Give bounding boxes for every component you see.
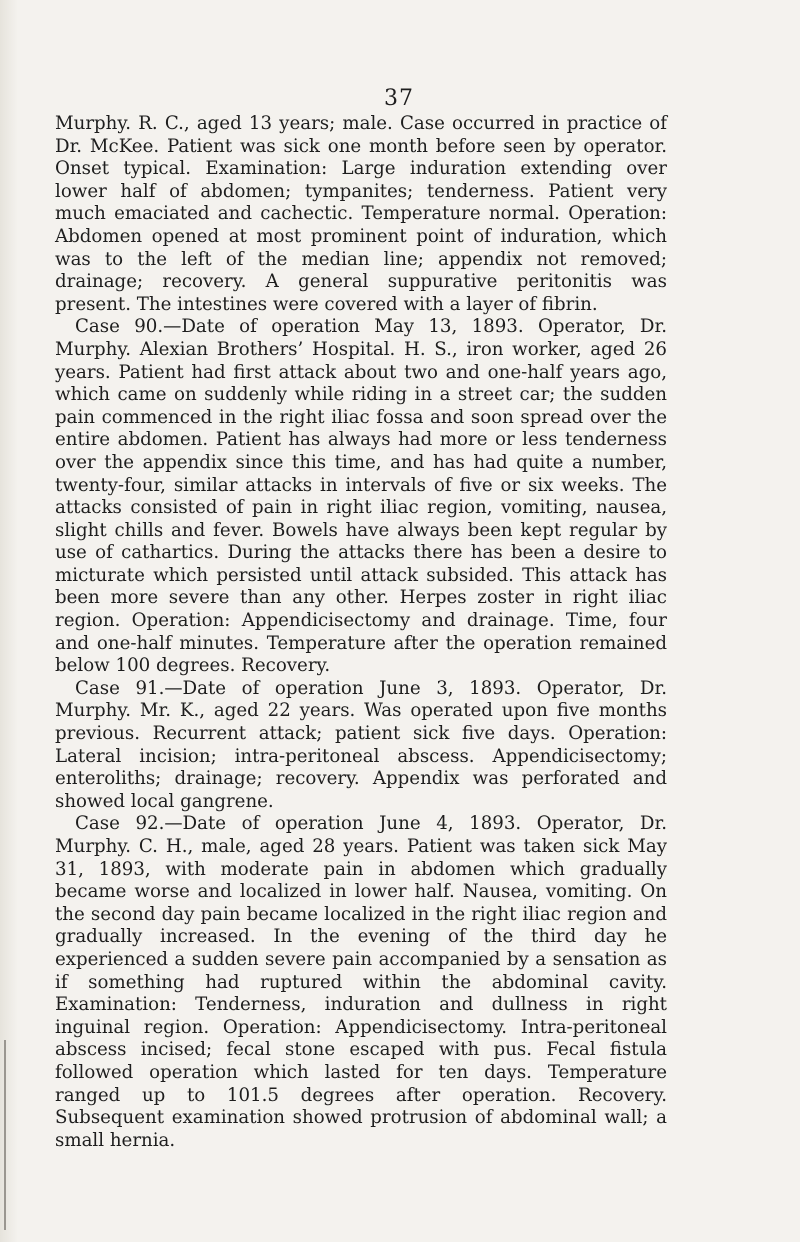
binding-mark: [4, 1040, 6, 1230]
page-gutter-shadow: [0, 0, 18, 1242]
case-paragraph-92: Case 92.—Date of operation June 4, 1893. Operator, Dr. Murphy. C. H., male, aged 28 years. Patient was taken sick May 31, 1893, with moderate pain in abdomen which gradually became worse and localized in lower half. Nausea, vomiting. On the second day pain became localized in the right iliac region and gradually increased. In the evening of the third day he experienced a sudden severe pain accompanied by a sensation as if something had ruptured within the abdominal cavity. Examination: Tenderness, induration and dullness in right inguinal region. Operation: Appendicisectomy. Intra-peritoneal abscess incised; fecal stone escaped with pus. Fecal fistula followed operation which lasted for ten days. Temperature ranged up to 101.5 degrees after operation. Recovery. Subsequent examination showed protrusion of abdominal wall; a small hernia.: [55, 813, 667, 1151]
case-paragraph-90: Case 90.—Date of operation May 13, 1893. Operator, Dr. Murphy. Alexian Brothers’ Hospital. H. S., iron worker, aged 26 years. Patient had first attack about two and one-half years ago, which came on suddenly while riding in a street car; the sudden pain commenced in the right iliac fossa and soon spread over the entire abdomen. Patient has always had more or less tenderness over the appendix since this time, and has had quite a number, twenty-four, similar attacks in intervals of five or six weeks. The attacks consisted of pain in right iliac region, vomiting, nausea, slight chills and fever. Bowels have always been kept regular by use of cathartics. During the attacks there has been a desire to micturate which persisted until attack subsided. This attack has been more severe than any other. Herpes zoster in right iliac region. Operation: Appendicisectomy and drainage. Time, four and one-half minutes. Temperature after the operation remained below 100 degrees. Recovery.: [55, 316, 667, 677]
page-number: 37: [384, 86, 414, 111]
case-paragraph-91: Case 91.—Date of operation June 3, 1893. Operator, Dr. Murphy. Mr. K., aged 22 years. Was operated upon five months previous. Recurrent attack; patient sick five days. Operation: Lateral incision; intra-peritoneal abscess. Appendicisectomy; enteroliths; drainage; recovery. Appendix was perforated and showed local gangrene.: [55, 677, 667, 812]
case-paragraph-murphy: Murphy. R. C., aged 13 years; male. Case occurred in practice of Dr. McKee. Patient was sick one month before seen by operator. Onset typical. Examination: Large induration extending over lower half of abdomen; tympanites; tenderness. Patient very much emaciated and cachectic. Temperature normal. Operation: Abdomen opened at most prominent point of induration, which was to the left of the median line; appendix not removed; drainage; recovery. A general suppurative peritonitis was present. The intestines were covered with a layer of fibrin.: [55, 113, 667, 315]
body-text: [55, 113, 667, 1152]
